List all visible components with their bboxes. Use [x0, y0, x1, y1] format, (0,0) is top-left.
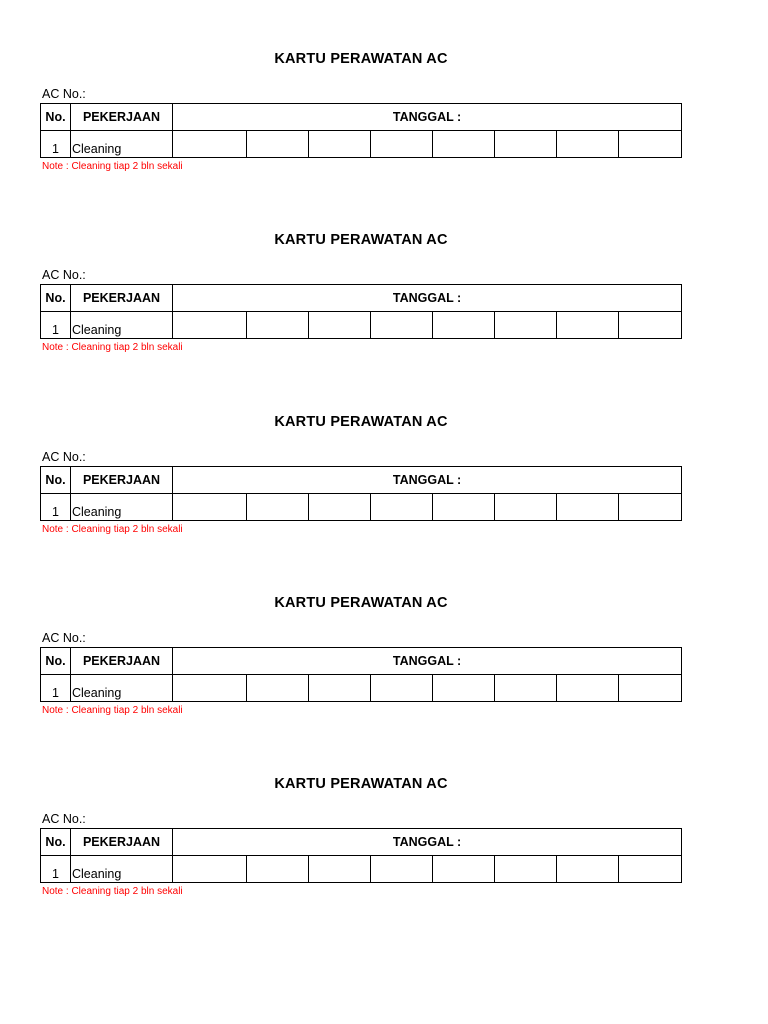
header-tanggal: TANGGAL : — [172, 828, 682, 856]
date-cell[interactable] — [308, 493, 371, 521]
header-pekerjaan: PEKERJAAN — [70, 466, 173, 494]
row-number: 1 — [40, 493, 71, 521]
date-cell[interactable] — [556, 493, 619, 521]
row-pekerjaan: Cleaning — [70, 674, 173, 702]
date-cell[interactable] — [432, 493, 495, 521]
row-number: 1 — [40, 674, 71, 702]
date-cell[interactable] — [432, 311, 495, 339]
header-no: No. — [40, 647, 71, 675]
date-cell[interactable] — [618, 674, 682, 702]
header-pekerjaan: PEKERJAAN — [70, 284, 173, 312]
date-cell[interactable] — [308, 130, 371, 158]
date-cell[interactable] — [618, 855, 682, 883]
ac-number-label: AC No.: — [42, 631, 86, 645]
card-title: KARTU PERAWATAN AC — [274, 232, 448, 248]
date-cell[interactable] — [246, 855, 309, 883]
date-cell[interactable] — [494, 674, 557, 702]
row-number: 1 — [40, 855, 71, 883]
header-no: No. — [40, 284, 71, 312]
row-number: 1 — [40, 130, 71, 158]
date-cell[interactable] — [308, 311, 371, 339]
date-cell[interactable] — [308, 855, 371, 883]
header-pekerjaan: PEKERJAAN — [70, 647, 173, 675]
date-cell[interactable] — [370, 674, 433, 702]
maintenance-card — [40, 51, 682, 181]
date-cell[interactable] — [172, 493, 247, 521]
header-no: No. — [40, 828, 71, 856]
date-cell[interactable] — [172, 674, 247, 702]
maintenance-table — [40, 466, 682, 521]
row-pekerjaan: Cleaning — [70, 855, 173, 883]
date-cell[interactable] — [556, 311, 619, 339]
card-title: KARTU PERAWATAN AC — [274, 414, 448, 430]
maintenance-table — [40, 828, 682, 883]
header-no: No. — [40, 466, 71, 494]
date-cell[interactable] — [246, 493, 309, 521]
maintenance-card — [40, 232, 682, 362]
date-cell[interactable] — [494, 311, 557, 339]
cleaning-note: Note : Cleaning tiap 2 bln sekali — [42, 342, 183, 353]
cleaning-note: Note : Cleaning tiap 2 bln sekali — [42, 886, 183, 897]
date-cell[interactable] — [246, 130, 309, 158]
date-cell[interactable] — [308, 674, 371, 702]
card-title: KARTU PERAWATAN AC — [274, 595, 448, 611]
date-cell[interactable] — [494, 130, 557, 158]
date-cell[interactable] — [246, 674, 309, 702]
maintenance-card — [40, 595, 682, 725]
cleaning-note: Note : Cleaning tiap 2 bln sekali — [42, 524, 183, 535]
date-cell[interactable] — [556, 130, 619, 158]
cleaning-note: Note : Cleaning tiap 2 bln sekali — [42, 161, 183, 172]
date-cell[interactable] — [494, 855, 557, 883]
maintenance-card — [40, 414, 682, 544]
cleaning-note: Note : Cleaning tiap 2 bln sekali — [42, 705, 183, 716]
date-cell[interactable] — [618, 311, 682, 339]
date-cell[interactable] — [370, 311, 433, 339]
date-cell[interactable] — [172, 855, 247, 883]
ac-number-label: AC No.: — [42, 268, 86, 282]
card-title: KARTU PERAWATAN AC — [274, 776, 448, 792]
header-pekerjaan: PEKERJAAN — [70, 103, 173, 131]
date-cell[interactable] — [432, 855, 495, 883]
maintenance-table — [40, 103, 682, 158]
row-pekerjaan: Cleaning — [70, 493, 173, 521]
maintenance-table — [40, 647, 682, 702]
date-cell[interactable] — [432, 674, 495, 702]
header-tanggal: TANGGAL : — [172, 103, 682, 131]
date-cell[interactable] — [370, 130, 433, 158]
ac-number-label: AC No.: — [42, 812, 86, 826]
row-pekerjaan: Cleaning — [70, 130, 173, 158]
header-tanggal: TANGGAL : — [172, 647, 682, 675]
date-cell[interactable] — [556, 855, 619, 883]
date-cell[interactable] — [246, 311, 309, 339]
date-cell[interactable] — [618, 493, 682, 521]
maintenance-table — [40, 284, 682, 339]
header-tanggal: TANGGAL : — [172, 284, 682, 312]
header-pekerjaan: PEKERJAAN — [70, 828, 173, 856]
date-cell[interactable] — [432, 130, 495, 158]
ac-number-label: AC No.: — [42, 450, 86, 464]
date-cell[interactable] — [494, 493, 557, 521]
header-tanggal: TANGGAL : — [172, 466, 682, 494]
date-cell[interactable] — [556, 674, 619, 702]
header-no: No. — [40, 103, 71, 131]
date-cell[interactable] — [618, 130, 682, 158]
date-cell[interactable] — [172, 311, 247, 339]
date-cell[interactable] — [370, 855, 433, 883]
row-number: 1 — [40, 311, 71, 339]
card-title: KARTU PERAWATAN AC — [274, 51, 448, 67]
ac-number-label: AC No.: — [42, 87, 86, 101]
date-cell[interactable] — [370, 493, 433, 521]
date-cell[interactable] — [172, 130, 247, 158]
maintenance-card — [40, 776, 682, 906]
row-pekerjaan: Cleaning — [70, 311, 173, 339]
